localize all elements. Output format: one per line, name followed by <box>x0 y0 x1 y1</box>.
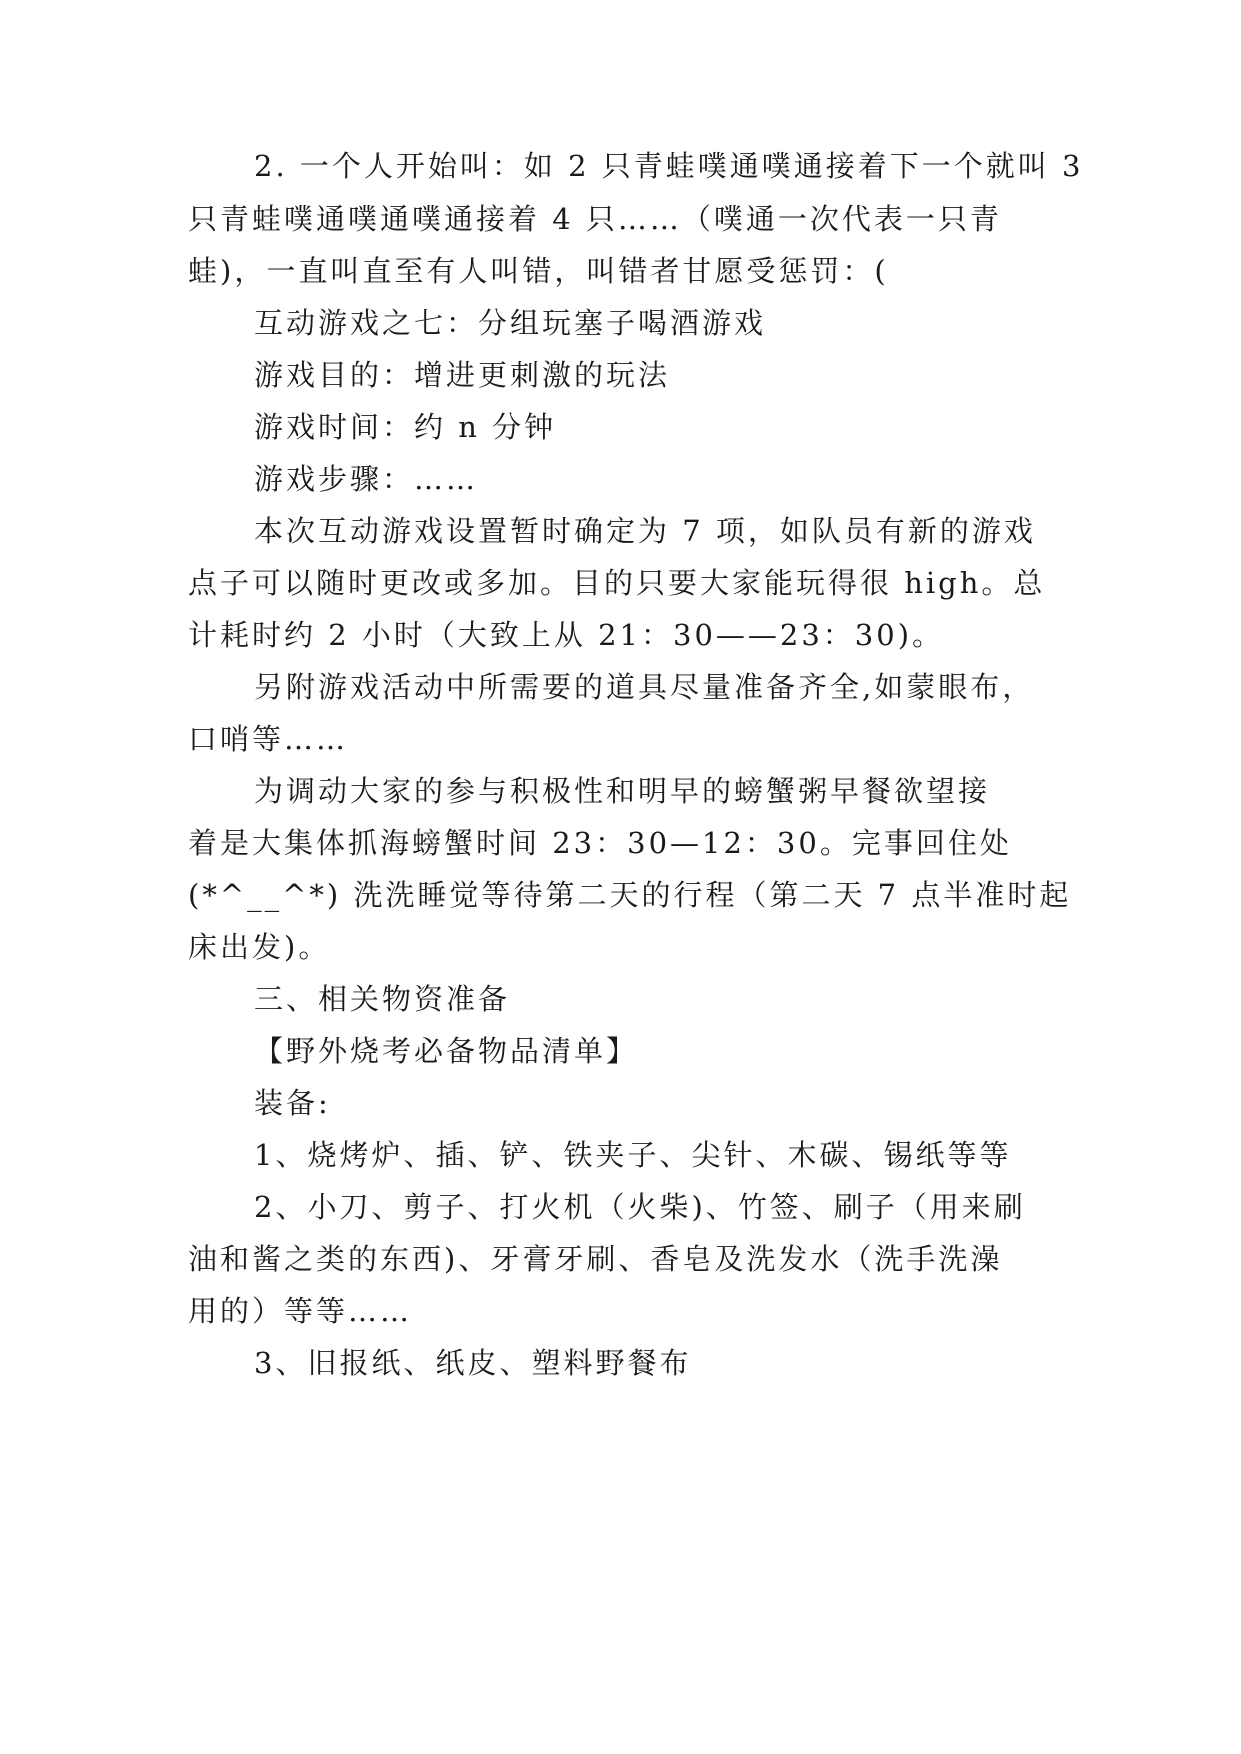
section-heading: 三、相关物资准备 <box>254 982 511 1016</box>
paragraph-line: 游戏时间：约 n 分钟 <box>254 410 557 444</box>
list-title: 【野外烧考必备物品清单】 <box>254 1034 639 1068</box>
paragraph-line: 另附游戏活动中所需要的道具尽量准备齐全,如蒙眼布， <box>254 670 1035 704</box>
list-item: 3、旧报纸、纸皮、塑料野餐布 <box>254 1346 692 1380</box>
list-item-continuation: 油和酱之类的东西)、牙膏牙刷、香皂及洗发水（洗手洗澡 <box>188 1242 1003 1276</box>
paragraph-line: 为调动大家的参与积极性和明早的螃蟹粥早餐欲望接 <box>254 774 991 808</box>
paragraph-line: 着是大集体抓海螃蟹时间 23：30—12：30。完事回住处 <box>188 826 1012 860</box>
list-item: 1、烧烤炉、插、铲、铁夹子、尖针、木碳、锡纸等等 <box>254 1138 1012 1172</box>
paragraph-line: 床出发)。 <box>188 930 331 964</box>
list-label: 装备: <box>254 1086 331 1120</box>
paragraph-line: 2. 一个人开始叫：如 2 只青蛙噗通噗通接着下一个就叫 3 <box>254 149 1084 183</box>
paragraph-line: 本次互动游戏设置暂时确定为 7 项，如队员有新的游戏 <box>254 514 1036 548</box>
paragraph-line: 计耗时约 2 小时（大致上从 21：30——23：30)。 <box>188 618 945 652</box>
paragraph-line: 游戏步骤：…… <box>254 462 479 496</box>
list-item-continuation: 用的）等等…… <box>188 1294 413 1328</box>
paragraph-line: 口哨等…… <box>188 722 349 756</box>
section-heading: 互动游戏之七：分组玩塞子喝酒游戏 <box>254 306 767 340</box>
paragraph-line: 点子可以随时更改或多加。目的只要大家能玩得很 high。总 <box>188 566 1046 600</box>
list-item: 2、小刀、剪子、打火机（火柴)、竹签、刷子（用来刷 <box>254 1190 1026 1224</box>
paragraph-line: 蛙)，一直叫直至有人叫错，叫错者甘愿受惩罚：( <box>188 254 889 288</box>
paragraph-line: 只青蛙噗通噗通噗通接着 4 只……（噗通一次代表一只青 <box>188 202 1002 236</box>
paragraph-line: (*^__^*) 洗洗睡觉等待第二天的行程（第二天 7 点半准时起 <box>188 878 1072 912</box>
paragraph-line: 游戏目的：增进更刺激的玩法 <box>254 358 671 392</box>
